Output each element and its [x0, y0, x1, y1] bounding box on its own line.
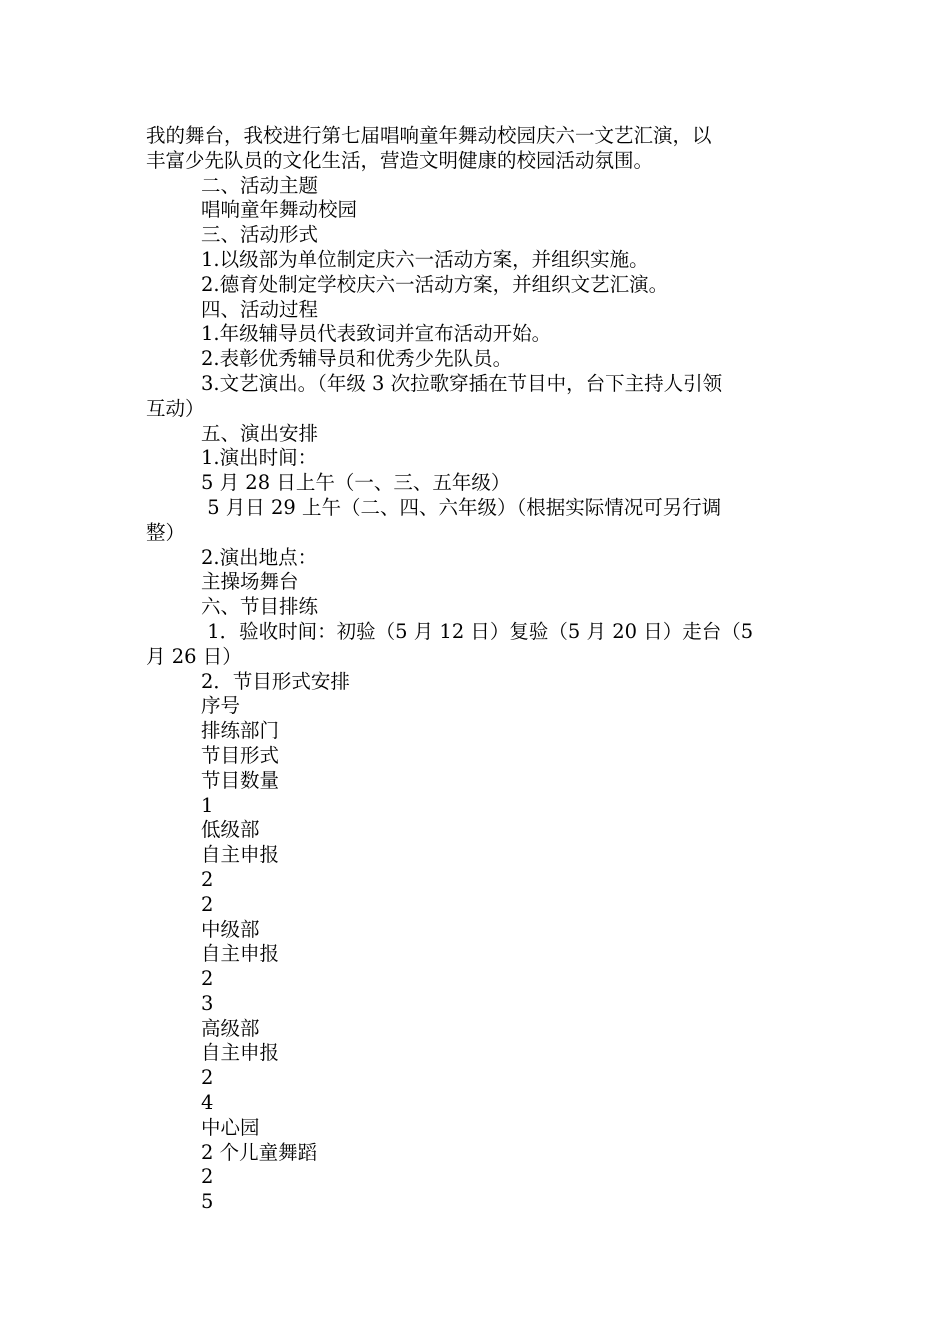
list-item: 2.演出地点： [201, 545, 318, 569]
table-header: 节目形式 [201, 743, 280, 767]
program-table [146, 694, 810, 1215]
list-item: 1．验收时间：初验（5 月 12 日）复验（5 月 20 日）走台（5 [201, 619, 754, 643]
table-cell: 2 [201, 892, 214, 916]
table-header: 排练部门 [201, 719, 280, 743]
list-item: 2.表彰优秀辅导员和优秀少先队员。 [201, 347, 513, 371]
section-heading: 三、活动形式 [201, 223, 319, 247]
table-cell: 低级部 [201, 818, 260, 842]
list-item: 1.演出时间： [201, 446, 318, 470]
list-item: 1.以级部为单位制定庆六一活动方案，并组织实施。 [201, 247, 649, 271]
table-cell: 自主申报 [201, 843, 280, 867]
list-item-continuation: 月 26 日） [146, 644, 242, 668]
table-cell: 自主申报 [201, 942, 280, 966]
table-header: 节目数量 [201, 768, 280, 792]
table-cell: 3 [201, 991, 214, 1015]
table-cell: 2 [201, 867, 214, 891]
table-cell: 2 [201, 1066, 214, 1090]
table-cell: 4 [201, 1091, 214, 1115]
list-item: 1.年级辅导员代表致词并宣布活动开始。 [201, 322, 552, 346]
table-cell: 高级部 [201, 1016, 260, 1040]
list-item: 2．节目形式安排 [201, 669, 350, 693]
schedule-line: 5 月 28 日上午（一、三、五年级） [201, 471, 511, 495]
schedule-line-continuation: 整） [146, 520, 186, 544]
table-cell: 5 [201, 1190, 214, 1214]
table-cell: 1 [201, 793, 214, 817]
table-cell: 2 [201, 967, 214, 991]
table-header: 序号 [201, 694, 241, 718]
section-text: 唱响童年舞动校园 [201, 198, 358, 222]
table-cell: 自主申报 [201, 1041, 280, 1065]
venue-line: 主操场舞台 [201, 570, 299, 594]
section-heading: 四、活动过程 [201, 297, 319, 321]
section-heading: 五、演出安排 [201, 421, 319, 445]
table-cell: 中级部 [201, 917, 260, 941]
list-item: 2.德育处制定学校庆六一活动方案，并组织文艺汇演。 [201, 272, 669, 296]
document-body [146, 124, 810, 1215]
list-item-continuation: 互动） [146, 396, 205, 420]
schedule-line: 5 月日 29 上午（二、四、六年级）（根据实际情况可另行调 [201, 495, 722, 519]
intro-line: 我的舞台，我校进行第七届唱响童年舞动校园庆六一文艺汇演，以 [146, 124, 712, 147]
section-heading: 二、活动主题 [201, 173, 319, 197]
intro-line: 丰富少先队员的文化生活，营造文明健康的校园活动氛围。 [146, 148, 654, 172]
table-cell: 2 个儿童舞蹈 [201, 1140, 318, 1164]
section-heading: 六、节目排练 [201, 595, 319, 619]
table-cell: 2 [201, 1165, 214, 1189]
table-cell: 中心园 [201, 1115, 260, 1139]
list-item: 3.文艺演出。（年级 3 次拉歌穿插在节目中，台下主持人引领 [201, 371, 723, 395]
